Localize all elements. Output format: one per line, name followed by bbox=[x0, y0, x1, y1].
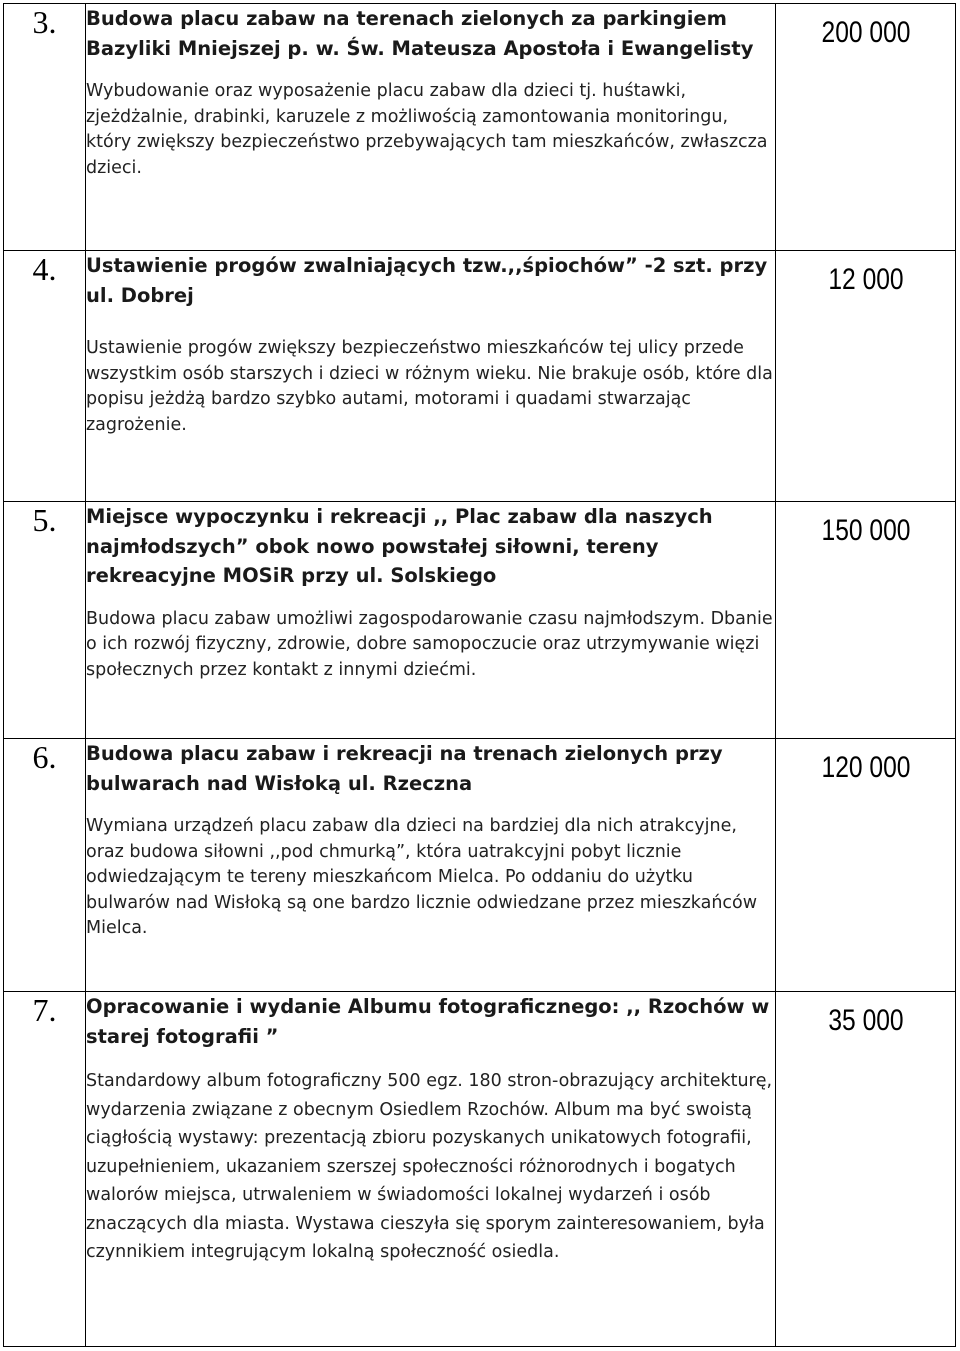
project-title: Ustawienie progów zwalniających tzw.,,śpiochów” -2 szt. przy ul. Dobrej bbox=[86, 254, 768, 307]
project-amount: 35 000 bbox=[827, 1004, 904, 1037]
project-description: Wymiana urządzeń placu zabaw dla dzieci na bardziej dla nich atrakcyjne, oraz budowa siłowni ,,pod chmurką”, która uatrakcyjni pobyt licznie odwiedzającym te tereny mieszkańcom Mielca. Po oddaniu do użytku bulwarów nad Wisłoką są one bardzo licznie odwiedzane przez mieszkańców Mielca. bbox=[86, 816, 758, 938]
project-title: Budowa placu zabaw i rekreacji na trenach zielonych przy bulwarach nad Wisłoką ul. Rzeczna bbox=[86, 742, 723, 795]
project-amount: 12 000 bbox=[827, 263, 904, 296]
project-title: Miejsce wypoczynku i rekreacji ,, Plac zabaw dla naszych najmłodszych” obok nowo powstałej siłowni, tereny rekreacyjne MOSiR przy ul. Solskiego bbox=[86, 505, 713, 587]
amount-cell bbox=[792, 251, 940, 502]
project-description: Wybudowanie oraz wyposażenie placu zabaw dla dzieci tj. huśtawki, zjeżdżalnie, drabinki, karuzele z możliwością zamontowania monitoringu, który zwiększy bezpieczeństwo przebywających tam mieszkańców, zwłaszcza dzieci. bbox=[86, 81, 768, 178]
project-amount: 120 000 bbox=[821, 751, 910, 784]
project-cell bbox=[86, 251, 776, 502]
project-cell bbox=[86, 992, 776, 1347]
table-row bbox=[4, 739, 956, 992]
project-amount: 200 000 bbox=[821, 16, 910, 49]
table-row bbox=[4, 4, 956, 251]
project-cell bbox=[86, 502, 776, 739]
table-row bbox=[4, 251, 956, 502]
row-number: 7. bbox=[4, 992, 86, 1347]
project-description: Ustawienie progów zwiększy bezpieczeństwo mieszkańców tej ulicy przede wszystkim osób starszych i dzieci w różnym wieku. Nie brakuje osób, które dla popisu jeżdżą bardzo szybko autami, motorami i quadami stwarzając zagrożenie. bbox=[86, 338, 773, 435]
project-cell bbox=[86, 739, 776, 992]
project-cell bbox=[86, 4, 776, 251]
table-row bbox=[4, 992, 956, 1347]
amount-cell bbox=[792, 502, 940, 739]
projects-table bbox=[3, 3, 956, 1347]
project-description: Standardowy album fotograficzny 500 egz. 180 stron-obrazujący architekturę, wydarzenia związane z obecnym Osiedlem Rzochów. Album ma być swoistą ciągłością wystawy: prezentacją zbioru pozyskanych unikatowych fotografii, uzupełnieniem, ukazaniem szerszej społeczności różnorodnych i bogatych walorów miejsca, utrwaleniem w świadomości lokalnej wydarzeń i osób znaczących dla miasta. Wystawa cieszyła się sporym zainteresowaniem, była czynnikiem integrującym lokalną społeczność osiedla. bbox=[86, 1071, 773, 1262]
amount-cell bbox=[792, 4, 940, 251]
project-description: Budowa placu zabaw umożliwi zagospodarowanie czasu najmłodszym. Dbanie o ich rozwój fizyczny, zdrowie, dobre samopoczucie oraz utrzymywanie więzi społecznych przez kontakt z innymi dziećmi. bbox=[86, 608, 773, 680]
amount-cell bbox=[792, 739, 940, 992]
row-number: 5. bbox=[4, 502, 86, 739]
project-title: Budowa placu zabaw na terenach zielonych za parkingiem Bazyliki Mniejszej p. w. Św. Mateusza Apostoła i Ewangelisty bbox=[86, 7, 754, 60]
row-number: 3. bbox=[4, 4, 86, 251]
row-number: 4. bbox=[4, 251, 86, 502]
project-amount: 150 000 bbox=[821, 514, 910, 547]
project-title: Opracowanie i wydanie Albumu fotograficznego: ,, Rzochów w starej fotografii ” bbox=[86, 995, 770, 1048]
row-number: 6. bbox=[4, 739, 86, 992]
amount-cell bbox=[792, 992, 940, 1347]
table-row bbox=[4, 502, 956, 739]
